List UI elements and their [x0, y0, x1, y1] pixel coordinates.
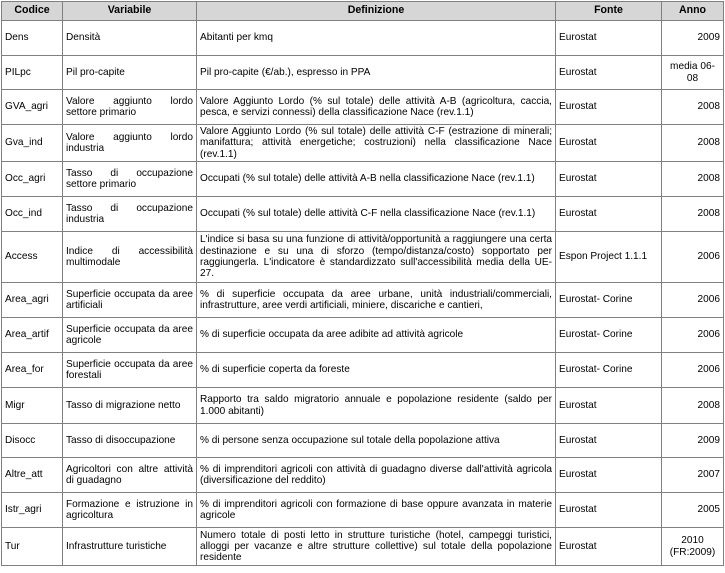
header-variabile: Variabile [63, 2, 197, 21]
header-row [2, 2, 724, 21]
cell-codice: Migr [2, 388, 63, 424]
cell-variabile: Superficie occupata da aree agricole [63, 318, 197, 353]
cell-codice: Area_agri [2, 283, 63, 318]
cell-fonte: Eurostat- Corine [556, 283, 662, 318]
header-definizione: Definizione [197, 2, 556, 21]
cell-definizione: % di superficie occupata da aree urbane, unità industriali/commerciali, infrastrutture, aree verdi artificiali, miniere, discariche e cantieri, [197, 283, 556, 318]
cell-fonte: Eurostat [556, 458, 662, 493]
cell-definizione: Occupati (% sul totale) delle attività C-F nella classificazione Nace (rev.1.1) [197, 197, 556, 232]
cell-variabile: Infrastrutture turistiche [63, 528, 197, 566]
cell-fonte: Eurostat- Corine [556, 353, 662, 388]
cell-codice: Area_for [2, 353, 63, 388]
cell-anno: 2006 [662, 353, 724, 388]
cell-codice: Tur [2, 528, 63, 566]
cell-fonte: Eurostat [556, 162, 662, 197]
table-row [2, 232, 724, 283]
cell-fonte: Espon Project 1.1.1 [556, 232, 662, 283]
cell-variabile: Tasso di occupazione settore primario [63, 162, 197, 197]
cell-anno: 2008 [662, 197, 724, 232]
cell-fonte: Eurostat [556, 56, 662, 90]
cell-anno: 2006 [662, 318, 724, 353]
cell-definizione: Valore Aggiunto Lordo (% sul totale) delle attività C-F (estrazione di minerali; manifattura; attività energetiche; costruzioni) nella classificazione Nace (rev.1.1) [197, 125, 556, 162]
table-row [2, 125, 724, 162]
cell-definizione: Abitanti per kmq [197, 21, 556, 56]
cell-codice: GVA_agri [2, 90, 63, 125]
cell-codice: Access [2, 232, 63, 283]
cell-codice: Occ_ind [2, 197, 63, 232]
cell-variabile: Valore aggiunto lordo settore primario [63, 90, 197, 125]
table-row [2, 388, 724, 424]
cell-definizione: Rapporto tra saldo migratorio annuale e popolazione residente (saldo per 1.000 abitanti) [197, 388, 556, 424]
cell-fonte: Eurostat [556, 90, 662, 125]
cell-fonte: Eurostat- Corine [556, 318, 662, 353]
cell-variabile: Tasso di migrazione netto [63, 388, 197, 424]
cell-fonte: Eurostat [556, 125, 662, 162]
cell-anno: 2008 [662, 162, 724, 197]
cell-variabile: Indice di accessibilità multimodale [63, 232, 197, 283]
cell-variabile: Densità [63, 21, 197, 56]
cell-codice: Occ_agri [2, 162, 63, 197]
cell-codice: Disocc [2, 424, 63, 458]
cell-definizione: % di persone senza occupazione sul totale della popolazione attiva [197, 424, 556, 458]
cell-fonte: Eurostat [556, 528, 662, 566]
cell-codice: Altre_att [2, 458, 63, 493]
cell-codice: Istr_agri [2, 493, 63, 528]
cell-definizione: % di superficie coperta da foreste [197, 353, 556, 388]
cell-fonte: Eurostat [556, 424, 662, 458]
cell-codice: Dens [2, 21, 63, 56]
table-row [2, 283, 724, 318]
cell-definizione: Valore Aggiunto Lordo (% sul totale) delle attività A-B (agricoltura, caccia, pesca, e servizi connessi) della classificazione Nace (rev.1.1) [197, 90, 556, 125]
header-fonte: Fonte [556, 2, 662, 21]
cell-variabile: Agricoltori con altre attività di guadagno [63, 458, 197, 493]
variables-table [1, 1, 724, 566]
table-row [2, 493, 724, 528]
table-row [2, 458, 724, 493]
cell-fonte: Eurostat [556, 197, 662, 232]
table-row [2, 162, 724, 197]
header-codice: Codice [2, 2, 63, 21]
table-row [2, 21, 724, 56]
cell-fonte: Eurostat [556, 493, 662, 528]
cell-variabile: Superficie occupata da aree artificiali [63, 283, 197, 318]
table-row [2, 528, 724, 566]
cell-anno: 2008 [662, 125, 724, 162]
cell-definizione: Pil pro-capite (€/ab.), espresso in PPA [197, 56, 556, 90]
cell-variabile: Tasso di disoccupazione [63, 424, 197, 458]
cell-fonte: Eurostat [556, 388, 662, 424]
table-row [2, 353, 724, 388]
cell-anno: 2006 [662, 232, 724, 283]
cell-fonte: Eurostat [556, 21, 662, 56]
cell-anno: 2007 [662, 458, 724, 493]
cell-anno: 2006 [662, 283, 724, 318]
cell-variabile: Valore aggiunto lordo industria [63, 125, 197, 162]
cell-definizione: % di imprenditori agricoli con attività di guadagno diverse dall'attività agricola (diversificazione del reddito) [197, 458, 556, 493]
cell-definizione: Numero totale di posti letto in strutture turistiche (hotel, campeggi turistici, alloggi per vacanze e altre strutture collettive) sul totale della popolazione residente [197, 528, 556, 566]
cell-anno: media 06-08 [662, 56, 724, 90]
table-row [2, 318, 724, 353]
cell-anno: 2009 [662, 424, 724, 458]
cell-codice: Area_artif [2, 318, 63, 353]
cell-definizione: % di superficie occupata da aree adibite ad attività agricole [197, 318, 556, 353]
cell-definizione: Occupati (% sul totale) delle attività A-B nella classificazione Nace (rev.1.1) [197, 162, 556, 197]
cell-anno: 2008 [662, 388, 724, 424]
cell-anno: 2010 (FR:2009) [662, 528, 724, 566]
cell-anno: 2005 [662, 493, 724, 528]
cell-variabile: Formazione e istruzione in agricoltura [63, 493, 197, 528]
cell-variabile: Superficie occupata da aree forestali [63, 353, 197, 388]
table-row [2, 424, 724, 458]
cell-anno: 2009 [662, 21, 724, 56]
cell-definizione: L'indice si basa su una funzione di attività/opportunità a raggiungere una certa destinazione e su una di sforzo (tempo/distanza/costo) sopportato per raggiungerla. L'indicatore è standardizzato sull'accessibilità media della UE-27. [197, 232, 556, 283]
cell-anno: 2008 [662, 90, 724, 125]
table-body [2, 21, 724, 566]
cell-codice: PILpc [2, 56, 63, 90]
cell-variabile: Pil pro-capite [63, 56, 197, 90]
table-row [2, 56, 724, 90]
header-anno: Anno [662, 2, 724, 21]
cell-codice: Gva_ind [2, 125, 63, 162]
cell-variabile: Tasso di occupazione industria [63, 197, 197, 232]
table-row [2, 197, 724, 232]
cell-definizione: % di imprenditori agricoli con formazione di base oppure avanzata in materie agricole [197, 493, 556, 528]
table-row [2, 90, 724, 125]
